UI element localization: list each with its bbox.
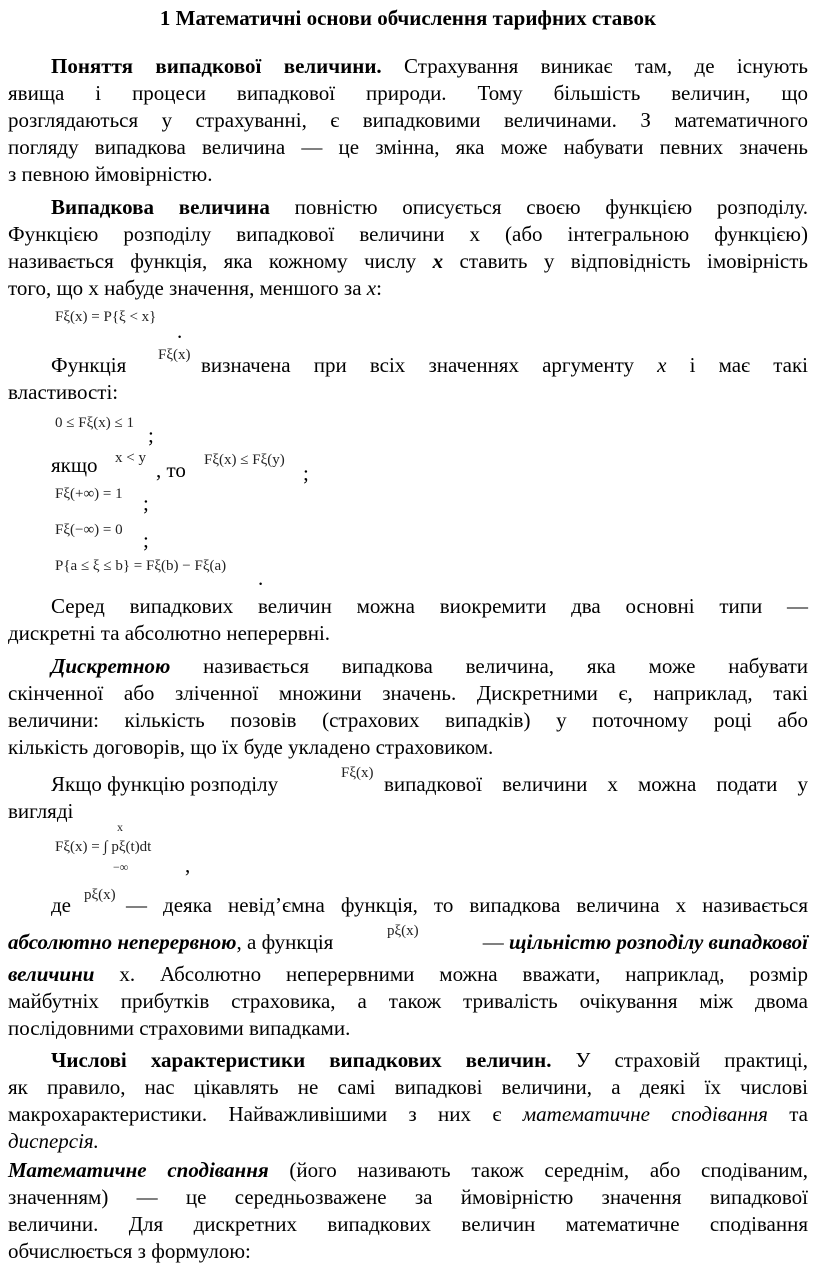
formula-inline: pξ(x)	[387, 923, 419, 939]
formula-definition: Fξ(x) = P{ξ < x}	[55, 309, 157, 325]
paragraph-line: — щільністю розподілу випадкової	[482, 930, 808, 954]
paragraph-line: Числові характеристики випадкових величин. У страховій практиці,	[51, 1048, 808, 1072]
punctuation: ;	[143, 491, 149, 515]
punctuation: .	[177, 319, 183, 343]
section-heading: Числові характеристики випадкових величин.	[51, 1048, 552, 1072]
page-title: 1 Математичні основи обчислення тарифних ставок	[159, 6, 657, 30]
paragraph-line: Якщо функцію розподілу	[51, 772, 279, 796]
term-bold-italic: Дискретною	[51, 654, 171, 678]
formula-property-1: 0 ≤ Fξ(x) ≤ 1	[55, 415, 134, 431]
formula-condition: x < y	[115, 450, 146, 466]
paragraph-line: якщо	[51, 453, 98, 477]
paragraph-line: послідовними страховими випадками.	[8, 1016, 351, 1040]
paragraph-line: макрохарактеристики. Найважливішими з них є математичне сподівання та	[8, 1102, 808, 1126]
term-bold: Випадкова величина	[51, 195, 270, 219]
formula-property-3: Fξ(+∞) = 1	[55, 486, 123, 502]
paragraph-line: дискретні та абсолютно неперервні.	[8, 621, 331, 645]
paragraph-line: величини x. Абсолютно неперервними можна вважати, наприклад, розмір	[8, 962, 808, 986]
punctuation: ;	[143, 528, 149, 552]
section-heading: Поняття випадкової величини.	[51, 54, 382, 78]
paragraph-line: — деяка невід’ємна функція, то випадкова величина x називається	[126, 893, 808, 917]
paragraph-line: Поняття випадкової величини. Страхування виникає там, де існують	[51, 54, 808, 78]
paragraph-line: кількість договорів, що їх буде укладено страховиком.	[8, 735, 494, 759]
paragraph-line: Математичне сподівання (його називають також середнім, або сподіваним,	[8, 1158, 809, 1182]
term-bold-italic: щільністю розподілу випадкової	[508, 930, 808, 954]
formula-inline: Fξ(x)	[341, 765, 374, 781]
term-bold-italic: абсолютно неперервною	[8, 930, 237, 954]
punctuation: .	[258, 566, 264, 590]
paragraph-line: того, що x набуде значення, меншого за x:	[8, 276, 382, 300]
paragraph-line: називається функція, яка кожному числу x ставить у відповідність імовірність	[8, 249, 808, 273]
paragraph-line: величини: кількість позовів (страхових випадків) у поточному році або	[8, 708, 808, 732]
paragraph-line: як правило, нас цікавлять не самі випадкові величини, а деякі їх числові	[8, 1075, 808, 1099]
paragraph-line: випадкової величини x можна подати у	[384, 772, 808, 796]
formula-property-5: P{a ≤ ξ ≤ b} = Fξ(b) − Fξ(a)	[55, 558, 227, 574]
formula-inline: Fξ(x)	[158, 347, 191, 363]
paragraph-line: величини. Для дискретних випадкових величин математичне сподівання	[8, 1212, 808, 1236]
paragraph-line: дисперсія.	[8, 1129, 99, 1153]
paragraph-line: вигляді	[8, 799, 74, 823]
paragraph-line: де	[51, 893, 72, 917]
punctuation: ,	[185, 853, 191, 877]
formula-property-2: Fξ(x) ≤ Fξ(y)	[204, 452, 285, 468]
paragraph-line: властивості:	[8, 380, 119, 404]
paragraph-line: обчислюється з формулою:	[8, 1239, 251, 1263]
formula-integral: x Fξ(x) = ∫ pξ(t)dt −∞	[55, 820, 152, 874]
paragraph-line: абсолютно неперервною, а функція	[8, 930, 334, 954]
paragraph-line: , то	[156, 458, 186, 482]
paragraph-line: розглядаються у страхуванні, є випадковими величинами. З математичного	[8, 108, 808, 132]
paragraph-line: Випадкова величина повністю описується своєю функцією розподілу.	[51, 195, 808, 219]
paragraph-line: скінченної або зліченної множини значень. Дискретними є, наприклад, такі	[8, 681, 808, 705]
term-bold-italic: величини	[8, 962, 95, 986]
paragraph-line: з певною ймовірністю.	[8, 162, 213, 186]
punctuation: ;	[148, 423, 154, 447]
paragraph-line: погляду випадкова величина — це змінна, яка може набувати певних значень	[8, 135, 808, 159]
term-bold-italic: Математичне сподівання	[8, 1158, 269, 1182]
paragraph-line: визначена при всіх значеннях аргументу x і має такі	[201, 353, 808, 377]
paragraph-line: майбутніх прибутків страховика, а також тривалість очікування між двома	[8, 989, 808, 1013]
formula-property-4: Fξ(−∞) = 0	[55, 522, 123, 538]
punctuation: ;	[303, 461, 309, 485]
formula-inline: pξ(x)	[84, 887, 116, 903]
paragraph-line: Серед випадкових величин можна виокремити два основні типи —	[51, 594, 808, 618]
paragraph-line: явища і процеси випадкової природи. Тому більшість величин, що	[8, 81, 808, 105]
paragraph-line: Функція	[51, 353, 127, 377]
paragraph-line: значенням) — це середньозважене за ймовірністю значення випадкової	[8, 1185, 808, 1209]
paragraph-line: Функцією розподілу випадкової величини x (або інтегральною функцією)	[8, 222, 808, 246]
paragraph-line: Дискретною називається випадкова величина, яка може набувати	[51, 654, 808, 678]
